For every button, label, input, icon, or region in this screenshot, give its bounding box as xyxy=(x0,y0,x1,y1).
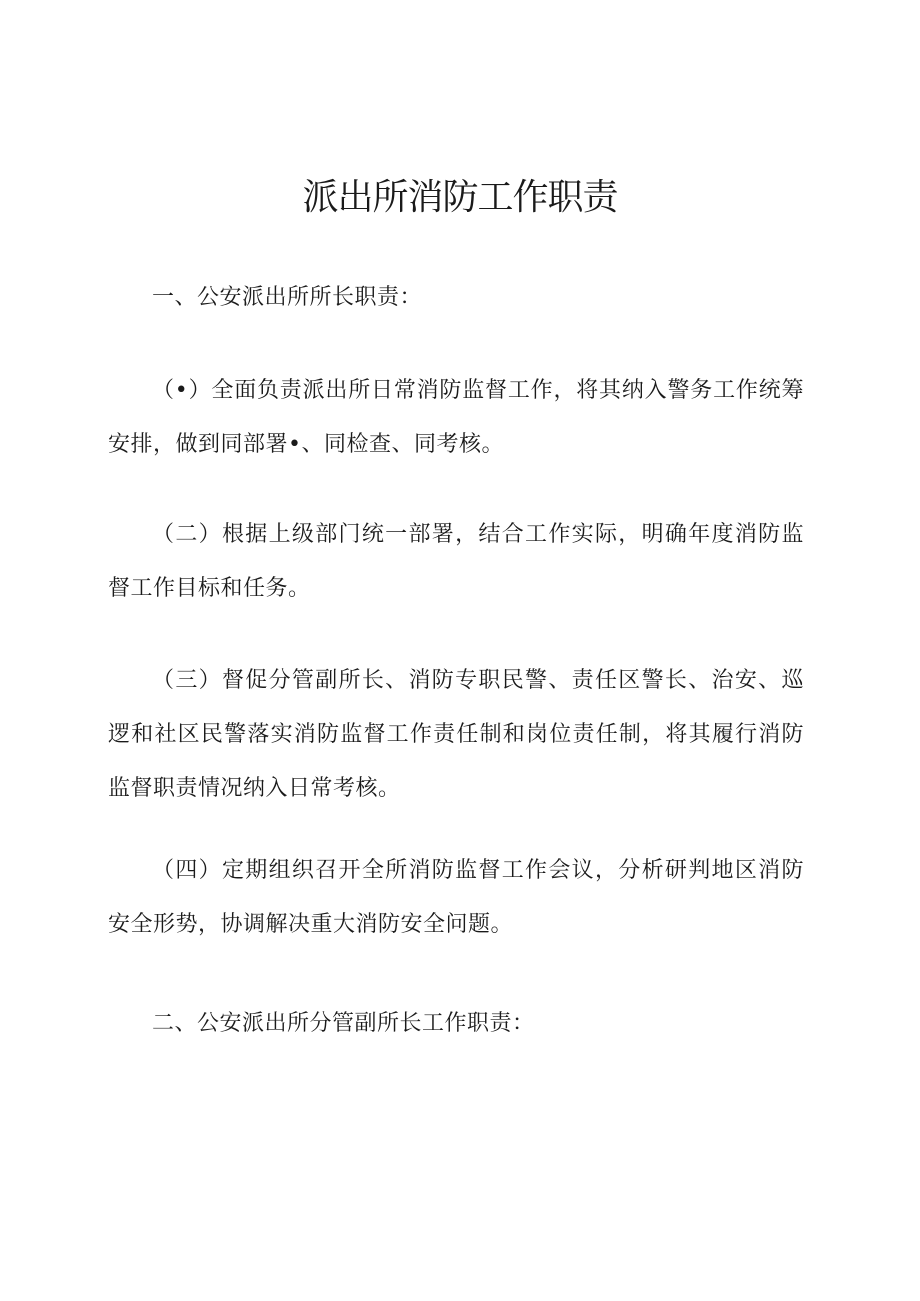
document-title: 派出所消防工作职责 xyxy=(302,177,618,218)
paragraph-2: （二）根据上级部门统一部署，结合工作实际，明确年度消防监督工作目标和任务。 xyxy=(108,522,804,601)
paragraph-4: （四）定期组织召开全所消防监督工作会议，分析研判地区消防安全形势，协调解决重大消防安全问题。 xyxy=(108,858,804,937)
paragraph-3: （三）督促分管副所长、消防专职民警、责任区警长、治安、巡逻和社区民警落实消防监督工作责任制和岗位责任制，将其履行消防监督职责情况纳入日常考核。 xyxy=(108,668,804,801)
section-heading-1: 一、公安派出所所长职责： xyxy=(152,285,423,310)
section-heading-2: 二、公安派出所分管副所长工作职责： xyxy=(152,1011,535,1036)
paragraph-1: （•）全面负责派出所日常消防监督工作，将其纳入警务工作统筹安排，做到同部署•、同检查、同考核。 xyxy=(108,378,804,457)
